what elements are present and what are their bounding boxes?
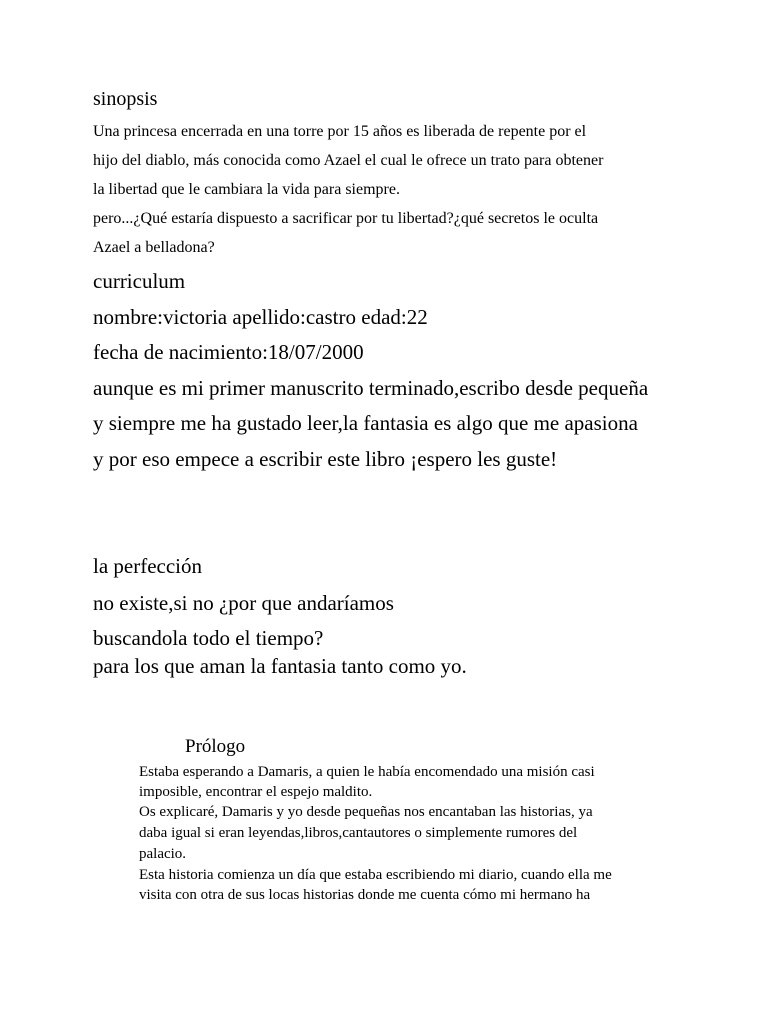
sinopsis-line: Una princesa encerrada en una torre por 15 años es liberada de repente por el (93, 123, 587, 140)
curriculum-line: y por eso empece a escribir este libro ¡espero les guste! (93, 447, 558, 471)
prologue-line: daba igual si eran leyendas,libros,cantautores o simplemente rumores del (139, 825, 578, 841)
sinopsis-line: hijo del diablo, más conocida como Azael el cual le ofrece un trato para obtener (93, 152, 604, 169)
dedication-line: la perfección (93, 554, 203, 578)
curriculum-line: y siempre me ha gustado leer,la fantasia es algo que me apasiona (93, 411, 638, 435)
prologue-line: palacio. (139, 846, 187, 862)
prologue-line: Esta historia comienza un día que estaba escribiendo mi diario, cuando ella me (139, 867, 612, 883)
prologue-line: Estaba esperando a Damaris, a quien le había encomendado una misión casi (139, 764, 595, 780)
dedication-line: para los que aman la fantasia tanto como yo. (93, 654, 467, 678)
curriculum-line: fecha de nacimiento:18/07/2000 (93, 340, 364, 364)
prologue-title: Prólogo (185, 736, 246, 757)
sinopsis-line: la libertad que le cambiara la vida para siempre. (93, 181, 400, 198)
prologue-line: visita con otra de sus locas historias donde me cuenta cómo mi hermano ha (139, 887, 591, 903)
sinopsis-heading: sinopsis (93, 88, 158, 110)
prologue-line: imposible, encontrar el espejo maldito. (139, 784, 373, 800)
sinopsis-line: Azael a belladona? (93, 239, 215, 256)
dedication-line: buscandola todo el tiempo? (93, 626, 324, 650)
curriculum-line: nombre:victoria apellido:castro edad:22 (93, 305, 428, 329)
prologue-line: Os explicaré, Damaris y yo desde pequeñas nos encantaban las historias, ya (139, 804, 593, 820)
curriculum-heading: curriculum (93, 269, 186, 293)
sinopsis-line: pero...¿Qué estaría dispuesto a sacrificar por tu libertad?¿qué secretos le oculta (93, 210, 599, 227)
curriculum-line: aunque es mi primer manuscrito terminado,escribo desde pequeña (93, 376, 649, 400)
dedication-line: no existe,si no ¿por que andaríamos (93, 591, 394, 615)
